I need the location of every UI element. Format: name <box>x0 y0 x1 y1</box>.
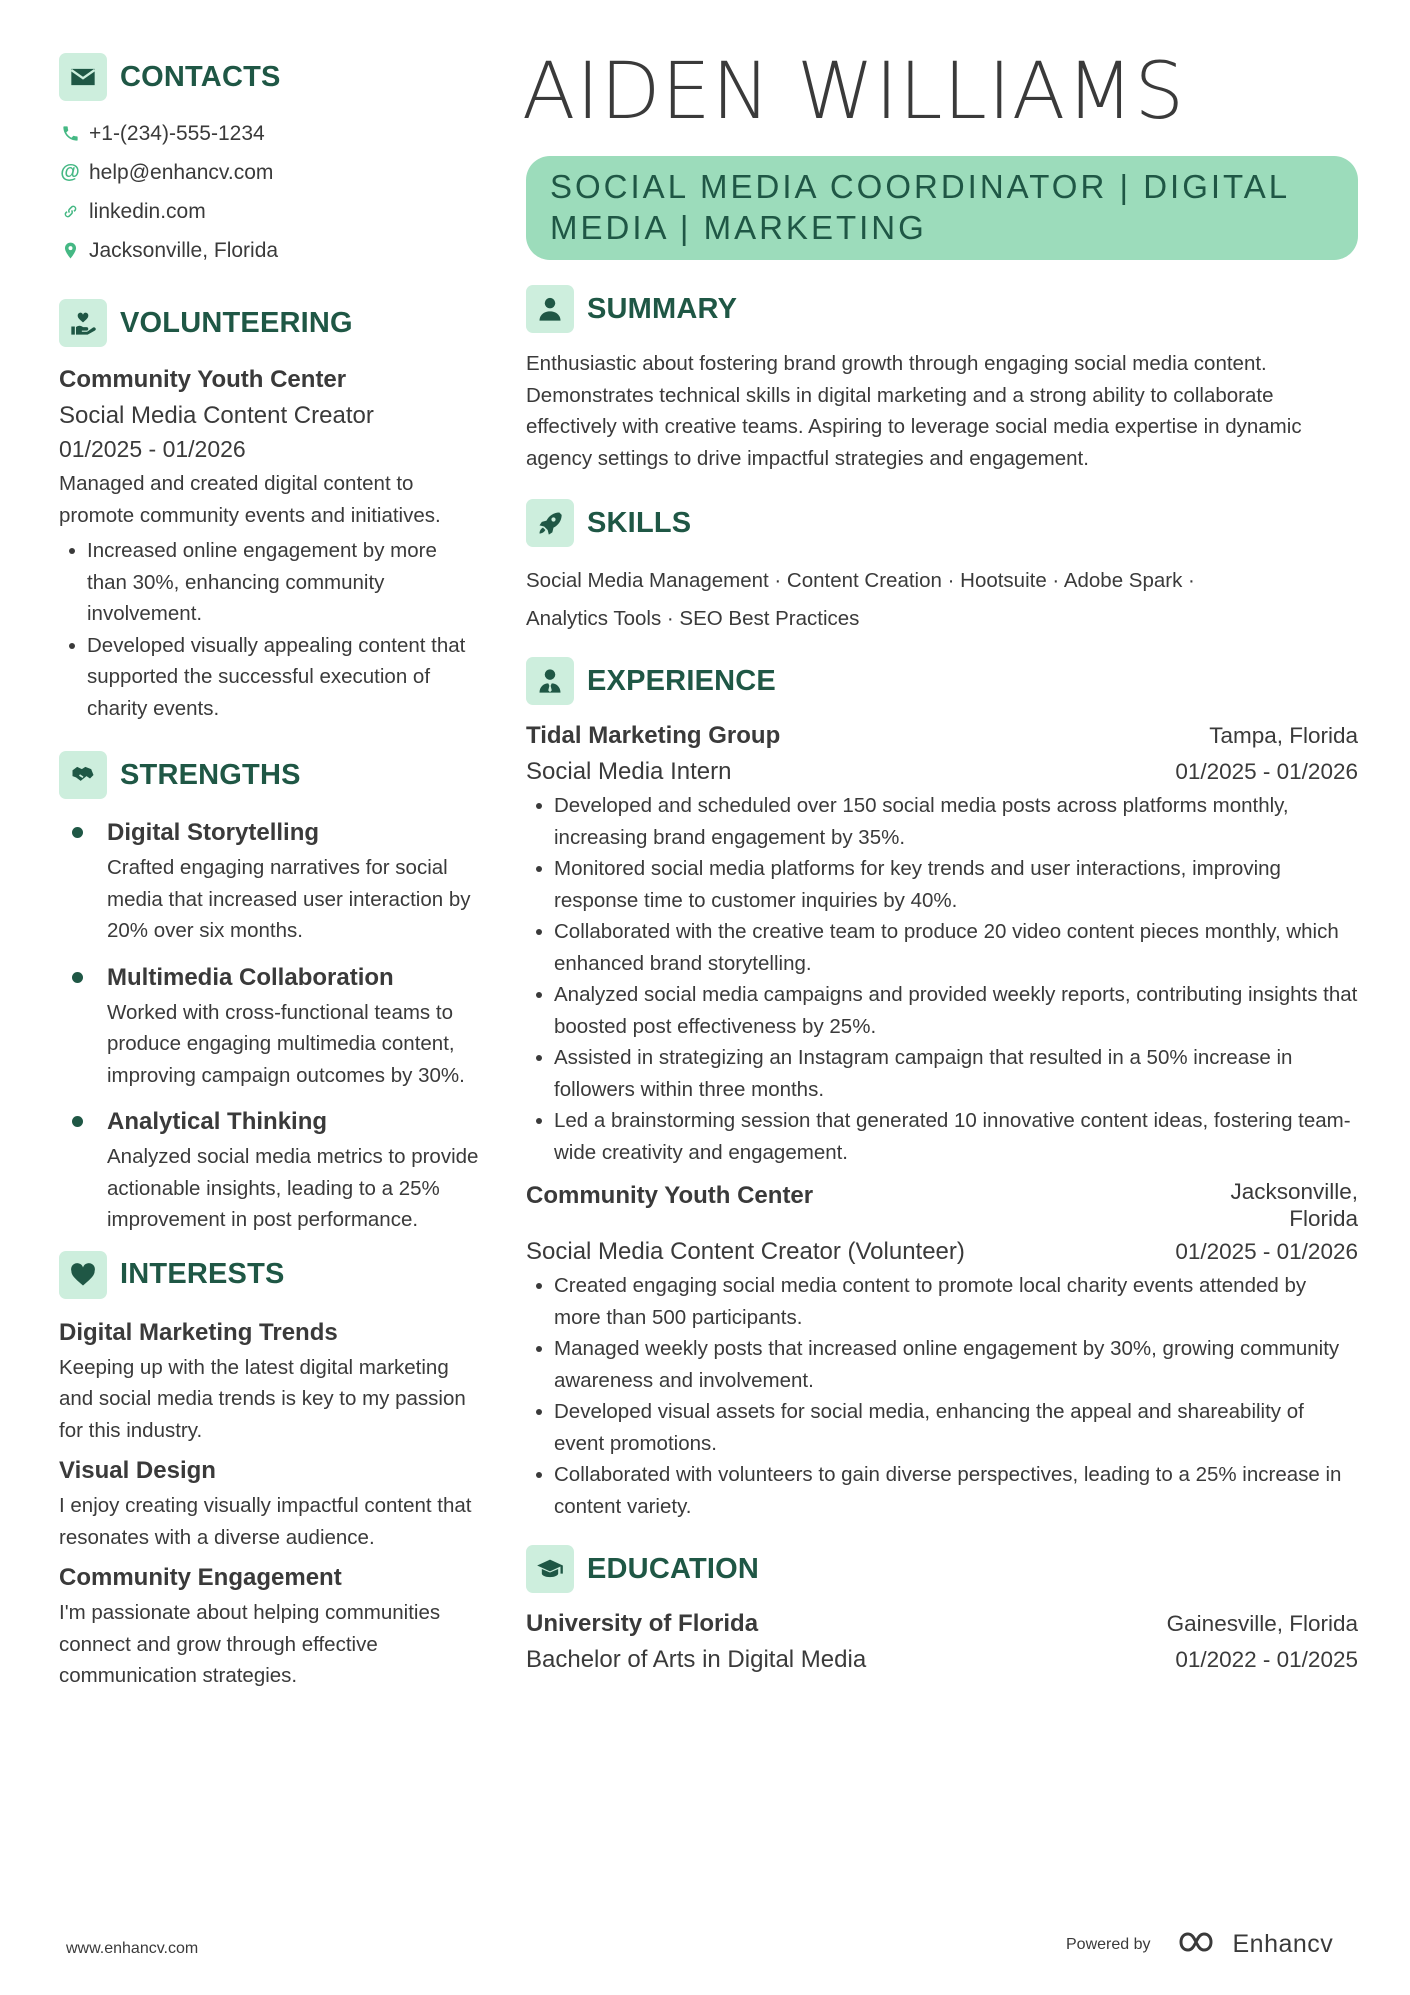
education-header <box>526 1544 1358 1594</box>
graduation-cap-icon <box>526 1545 574 1593</box>
candidate-name: AIDEN WILLIAMS <box>522 47 1186 137</box>
strengths-list <box>59 814 479 1236</box>
education-entry <box>526 1606 1358 1678</box>
summary-heading: SUMMARY <box>587 292 738 325</box>
interest-text: I'm passionate about helping communities connect and grow through effective communication strategies. <box>59 1601 441 1687</box>
bullet-dot <box>72 972 83 983</box>
job-location: Tampa, Florida <box>1209 723 1358 748</box>
link-text: linkedin.com <box>89 199 206 223</box>
right-column <box>522 47 1358 1678</box>
education-heading: EDUCATION <box>587 1552 760 1585</box>
volunteering-heading: VOLUNTEERING <box>120 306 353 339</box>
interest-text: Keeping up with the latest digital marketing and social media trends is key to my passion for this industry. <box>59 1355 466 1442</box>
user-tie-icon <box>526 657 574 705</box>
edu-header-row <box>526 1606 1358 1642</box>
edu-school: University of Florida <box>526 1610 759 1637</box>
hand-heart-icon <box>59 299 107 347</box>
contact-phone[interactable] <box>59 114 479 153</box>
interests-list <box>59 1314 479 1692</box>
list-item: Led a brainstorming session that generated 10 innovative content ideas, fostering team-wide creativity and engagement. <box>526 1105 1358 1168</box>
list-item: Collaborated with the creative team to produce 20 video content pieces monthly, which enhanced brand storytelling. <box>526 916 1358 979</box>
strength-title: Digital Storytelling <box>107 819 320 846</box>
volunteer-bullets <box>59 535 479 724</box>
summary-header <box>526 284 1358 334</box>
list-item: Developed visually appealing content that supported the successful execution of charity events. <box>59 630 479 725</box>
job-bullets <box>526 790 1358 1168</box>
summary-text: Enthusiastic about fostering brand growth through engaging social media content. Demonstrates technical skills in digital marketing and a strong ability to collaborate effectively with creative teams. Aspiring to leverage social media expertise in dynamic agency settings to drive impactful strategies and engagement. <box>526 352 1302 470</box>
footer-branding[interactable] <box>1066 1930 1333 1959</box>
strength-item <box>59 814 479 947</box>
interest-title: Community Engagement <box>59 1564 342 1591</box>
location-text: Jacksonville, Florida <box>89 238 279 262</box>
skills-line-1: Social Media Management · Content Creation · Hootsuite · Adobe Spark · <box>526 569 1195 592</box>
phone-text: +1-(234)-555-1234 <box>89 121 265 145</box>
strength-title: Analytical Thinking <box>107 1108 328 1135</box>
handshake-icon <box>59 751 107 799</box>
volunteering-entry <box>59 362 479 724</box>
volunteer-description: Managed and created digital content to promote community events and initiatives. <box>59 472 441 527</box>
volunteer-role: Social Media Content Creator <box>59 402 374 429</box>
title-line-2: MEDIA | MARKETING <box>550 209 927 246</box>
strengths-header <box>59 750 479 800</box>
phone-icon <box>59 123 81 145</box>
enhancv-logo-icon <box>1177 1930 1225 1959</box>
job-location <box>1230 1178 1358 1232</box>
interest-item <box>59 1452 479 1553</box>
volunteer-org: Community Youth Center <box>59 366 347 393</box>
edu-degree: Bachelor of Arts in Digital Media <box>526 1646 867 1673</box>
job-header-row <box>526 718 1358 754</box>
volunteer-dates: 01/2025 - 01/2026 <box>59 436 246 462</box>
footer-website[interactable]: www.enhancv.com <box>66 1940 199 1957</box>
strength-item <box>59 959 479 1092</box>
link-icon <box>59 201 81 223</box>
user-icon <box>526 285 574 333</box>
interests-heading: INTERESTS <box>120 1258 285 1290</box>
bullet-dot <box>72 1116 83 1127</box>
edu-dates: 01/2022 - 01/2025 <box>1175 1647 1358 1672</box>
strength-item <box>59 1103 479 1236</box>
job-dates: 01/2025 - 01/2026 <box>1175 1239 1358 1264</box>
edu-degree-row <box>526 1642 1358 1678</box>
experience-heading: EXPERIENCE <box>587 664 776 697</box>
contacts-header <box>59 52 479 102</box>
strength-text: Analyzed social media metrics to provide actionable insights, leading to a 25% improvement in post performance. <box>107 1145 479 1231</box>
interests-header <box>59 1250 479 1300</box>
title-bar <box>526 156 1358 260</box>
envelope-icon <box>59 53 107 101</box>
brand-name: Enhancv <box>1232 1930 1334 1958</box>
interest-title: Digital Marketing Trends <box>59 1318 338 1346</box>
list-item: Increased online engagement by more than 30%, enhancing community involvement. <box>59 535 479 630</box>
job-role-row <box>526 1234 1358 1270</box>
left-column <box>59 52 479 1692</box>
interest-title: Visual Design <box>59 1457 216 1484</box>
job-dates: 01/2025 - 01/2026 <box>1175 759 1358 784</box>
volunteering-header <box>59 298 479 348</box>
strength-text: Worked with cross-functional teams to produce engaging multimedia content, improving campaign outcomes by 30%. <box>107 1000 465 1087</box>
interest-item <box>59 1559 479 1692</box>
skills-line-2: Analytics Tools · SEO Best Practices <box>526 607 860 630</box>
list-item: Analyzed social media campaigns and provided weekly reports, contributing insights that boosted post effectiveness by 25%. <box>526 979 1358 1042</box>
heart-icon <box>59 1251 107 1299</box>
job-role-row <box>526 754 1358 790</box>
powered-by-label: Powered by <box>1066 1935 1151 1953</box>
job-location-line-2: Florida <box>1289 1206 1358 1231</box>
skills-list <box>526 562 1358 638</box>
list-item: Created engaging social media content to promote local charity events attended by more than 500 participants. <box>526 1270 1358 1333</box>
job-entry <box>526 1178 1358 1522</box>
job-header-row <box>526 1178 1358 1232</box>
job-role: Social Media Intern <box>526 758 732 785</box>
rocket-icon <box>526 499 574 547</box>
job-bullets <box>526 1270 1358 1522</box>
list-item: Managed weekly posts that increased online engagement by 30%, growing community awareness and involvement. <box>526 1333 1358 1396</box>
job-org: Community Youth Center <box>526 1182 814 1209</box>
job-role: Social Media Content Creator (Volunteer) <box>526 1238 965 1265</box>
contact-email[interactable] <box>59 153 479 192</box>
list-item: Assisted in strategizing an Instagram campaign that resulted in a 50% increase in followers within three months. <box>526 1042 1358 1105</box>
bullet-dot <box>72 827 83 838</box>
at-icon: @ <box>60 161 80 183</box>
contact-link[interactable] <box>59 192 479 231</box>
interest-text: I enjoy creating visually impactful content that resonates with a diverse audience. <box>59 1494 472 1549</box>
list-item: Monitored social media platforms for key trends and user interactions, improving response time to customer inquiries by 40%. <box>526 853 1358 916</box>
job-entry <box>526 718 1358 1168</box>
map-pin-icon <box>59 240 81 262</box>
title-line-1: SOCIAL MEDIA COORDINATOR | DIGITAL <box>550 168 1291 205</box>
contacts-list <box>59 114 479 270</box>
contacts-heading: CONTACTS <box>120 60 281 93</box>
list-item: Collaborated with volunteers to gain diverse perspectives, leading to a 25% increase in content variety. <box>526 1459 1358 1522</box>
strengths-heading: STRENGTHS <box>120 758 301 791</box>
edu-location: Gainesville, Florida <box>1166 1611 1358 1636</box>
job-location-line-1: Jacksonville, <box>1230 1179 1358 1204</box>
list-item: Developed visual assets for social media, enhancing the appeal and shareability of event promotions. <box>526 1396 1358 1459</box>
email-text: help@enhancv.com <box>89 160 274 184</box>
skills-header <box>526 498 1358 548</box>
experience-header <box>526 656 1358 706</box>
skills-heading: SKILLS <box>587 506 692 539</box>
contact-location <box>59 231 479 270</box>
list-item: Developed and scheduled over 150 social media posts across platforms monthly, increasing brand engagement by 35%. <box>526 790 1358 853</box>
strength-title: Multimedia Collaboration <box>107 963 394 991</box>
strength-text: Crafted engaging narratives for social media that increased user interaction by 20% over six months. <box>107 856 471 942</box>
job-org: Tidal Marketing Group <box>526 722 781 749</box>
interest-item <box>59 1314 479 1447</box>
